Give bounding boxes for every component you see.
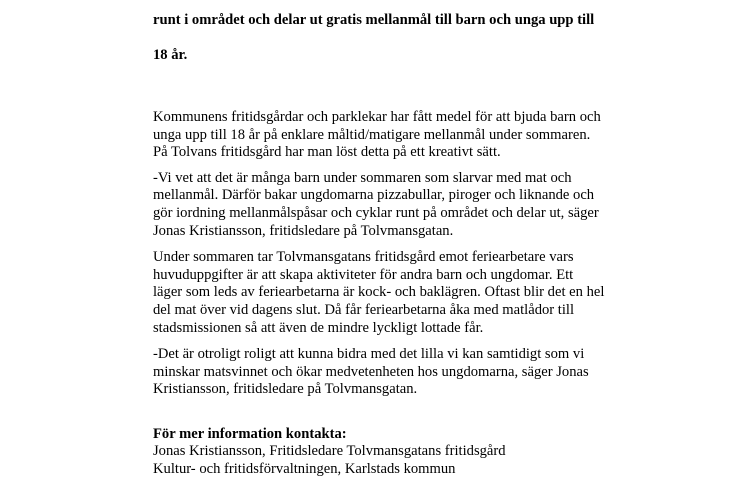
paragraph-quote-1: -Vi vet att det är många barn under sommaren som slarvar med mat och mellanmål. Därför bakar ungdomarna pizzabullar, piroger och liknande och gör iordning mellanmålspåsar och cyklar runt på området och delar ut, säger Jonas Kristiansson, fritidsledare på Tolvmansgatan.	[153, 169, 599, 239]
contact-organization: Kultur- och fritidsförvaltningen, Karlstads kommun	[153, 461, 456, 478]
headline-line-2: 18 år.	[153, 46, 188, 63]
paragraph-summer-workers: Under sommaren tar Tolvmansgatans fritidsgård emot feriearbetare vars huvuduppgifter är att skapa aktiviteter för andra barn och ungdomar. Ett läger som leds av feriearbetarna är kock- och baklägren. Oftast blir det en hel del mat över vid dagens slut. Då får feriearbetarna åka med matlådor till stadsmissionen så att även de mindre lyckligt lottade får.	[153, 249, 605, 336]
contact-heading: För mer information kontakta:	[153, 425, 347, 442]
headline	[153, 0, 658, 82]
contact-section	[153, 426, 658, 479]
contact-name: Jonas Kristiansson, Fritidsledare Tolvmansgatans fritidsgård	[153, 443, 506, 460]
paragraph-intro: Kommunens fritidsgårdar och parklekar har fått medel för att bjuda barn och unga upp till 18 år på enklare måltid/matigare mellanmål under sommaren. På Tolvans fritidsgård har man löst detta på ett kreativt sätt.	[153, 108, 601, 161]
paragraph-quote-2: -Det är otroligt roligt att kunna bidra med det lilla vi kan samtidigt som vi minskar matsvinnet och ökar medvetenheten hos ungdomarna, säger Jonas Kristiansson, fritidsledare på Tolvmansgatan.	[153, 346, 589, 398]
headline-line-1: runt i området och delar ut gratis mellanmål till barn och unga upp till	[153, 11, 595, 28]
document-page	[153, 0, 658, 479]
